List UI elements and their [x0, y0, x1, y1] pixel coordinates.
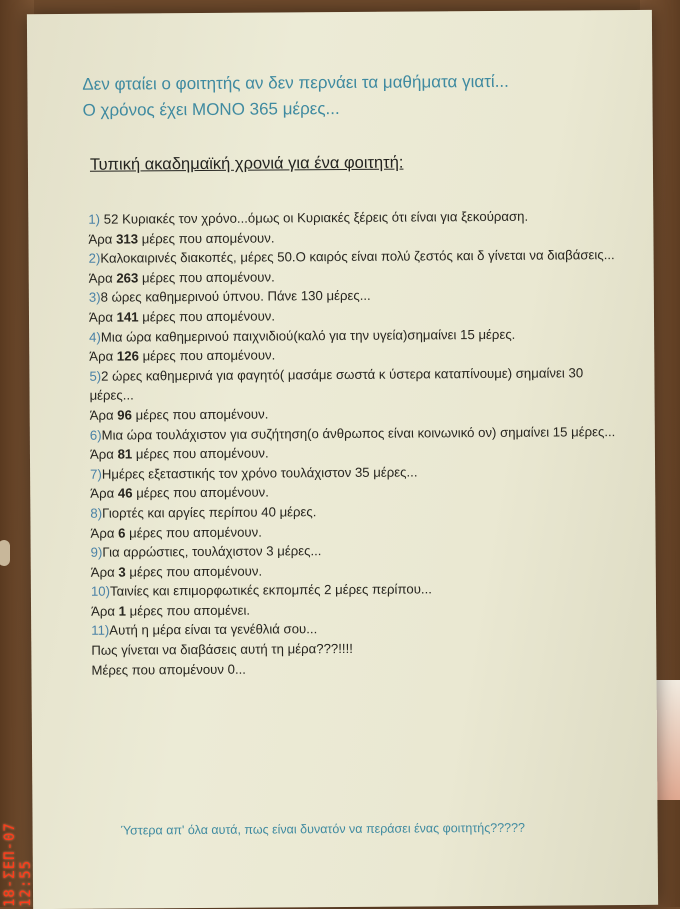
pin [0, 540, 10, 566]
remain-suffix: μέρες που απομένουν. [138, 269, 275, 286]
item-number: 7) [90, 466, 102, 482]
remain-suffix: μέρες που απομένουν. [132, 445, 269, 462]
list-item [89, 363, 629, 406]
remain-number: 46 [117, 485, 133, 501]
remain-suffix: μέρες που απομένουν. [131, 406, 269, 423]
remain-number: 6 [118, 525, 126, 541]
item-text: Μια ώρα τουλάχιστον για συζήτηση(ο άνθρωπος είναι κοινωνικό ον) σημαίνει 15 μέρες... [101, 423, 616, 443]
remain-prefix: Άρα [90, 525, 119, 541]
item-11-line2: Πως γίνεται να διαβάσεις αυτή τη μέρα???!!!! [91, 640, 353, 658]
remain-number: 1 [118, 603, 127, 619]
heading [82, 69, 509, 124]
item-text: Γιορτές και αργίες περίπου 40 μέρες. [102, 504, 317, 521]
remain-suffix: μέρες που απομένουν. [125, 563, 263, 580]
remain-prefix: Άρα [90, 564, 119, 580]
remain-number: 141 [116, 309, 139, 325]
item-number: 1) [88, 211, 101, 227]
heading-line-1: Δεν φταίει ο φοιτητής αν δεν περνάει τα μαθήματα γιατί... [82, 71, 509, 94]
remain-prefix: Άρα [88, 309, 117, 325]
remain-number: 263 [116, 270, 139, 286]
list-item [90, 422, 630, 445]
item-text: Αυτή η μέρα είναι τα γενέθλιά σου... [109, 621, 318, 639]
item-text: Μια ώρα καθημερινού παιχνιδιού(καλό για την υγεία)σημαίνει 15 μέρες. [100, 326, 516, 345]
item-number: 9) [90, 544, 103, 560]
remain-number: 81 [117, 446, 133, 462]
remain-number: 96 [117, 407, 133, 423]
remain-number: 126 [116, 348, 139, 364]
item-11-line3: Μέρες που απομένουν 0... [91, 661, 246, 678]
remain-prefix: Άρα [89, 446, 118, 462]
item-text: Για αρρώστιες, τουλάχιστον 3 μέρες... [102, 543, 322, 560]
remain-suffix: μέρες που απομένουν. [125, 524, 262, 541]
remain-prefix: Άρα [89, 407, 118, 423]
item-number: 5) [89, 368, 102, 384]
remain-prefix: Άρα [90, 485, 118, 502]
remain-suffix: μέρες που απομένουν. [138, 347, 276, 364]
item-text: 2 ώρες καθημερινά για φαγητό( μασάμε σωστά κ ύστερα καταπίνουμε) σημαίνει 30 μέρες... [89, 365, 584, 404]
item-text: Ημέρες εξεταστικής τον χρόνο τουλάχιστον 35 μέρες... [101, 464, 418, 482]
remain-number: 313 [115, 231, 139, 247]
heading-line-2: Ο χρόνος έχει ΜΟΝΟ 365 μέρες... [82, 99, 340, 120]
closing-text: Ύστερα απ' όλα αυτά, πως είναι δυνατόν να περάσει ένας φοιτητής????? [120, 820, 526, 838]
item-number: 11) [91, 623, 110, 639]
remain-number: 3 [118, 564, 126, 580]
item-list [88, 206, 631, 680]
remain-prefix: Άρα [88, 270, 117, 286]
remain-suffix: μέρες που απομένουν. [132, 484, 269, 501]
item-number: 10) [90, 583, 111, 600]
item-text: 52 Κυριακές τον χρόνο...όμως οι Κυριακές ξέρεις ότι είναι για ξεκούραση. [99, 208, 529, 227]
paper-sheet [27, 10, 658, 909]
item-number: 8) [90, 505, 103, 521]
item-number: 6) [89, 427, 102, 443]
remain-suffix: μέρες που απομένει. [125, 602, 251, 619]
item-number: 2) [88, 250, 101, 266]
background-object [655, 680, 680, 800]
list-item [89, 245, 629, 268]
item-text: Καλοκαιρινές διακοπές, μέρες 50.Ο καιρός είναι πολύ ζεστός και δ γίνεται να διαβάσεις... [100, 247, 615, 266]
item-text: Ταινίες και επιμορφωτικές εκπομπές 2 μέρες περίπου... [109, 581, 432, 599]
subtitle: Τυπική ακαδημαϊκή χρονιά για ένα φοιτητή: [89, 153, 404, 174]
photo-timestamp: 18-ΣΕΠ-07 12:55 [2, 822, 34, 907]
item-text: 8 ώρες καθημερινού ύπνου. Πάνε 130 μέρες... [100, 288, 371, 306]
remain-prefix: Άρα [89, 348, 117, 364]
remain-prefix: Άρα [91, 603, 119, 619]
remain-suffix: μέρες που απομένουν. [138, 308, 276, 325]
item-number: 3) [88, 290, 101, 306]
remain-prefix: Άρα [88, 231, 117, 247]
item-number: 4) [89, 329, 101, 345]
remain-suffix: μέρες που απομένουν. [138, 230, 275, 247]
